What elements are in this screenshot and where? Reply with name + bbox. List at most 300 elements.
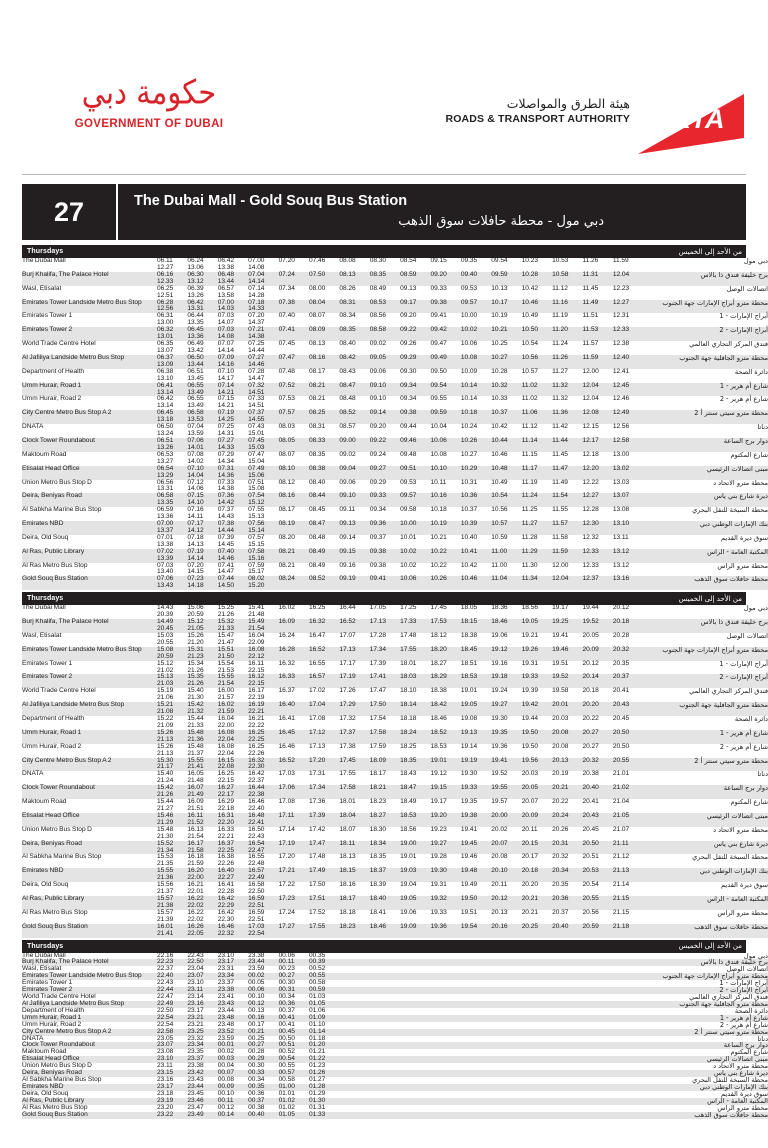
departure-time: 16.08 xyxy=(217,728,235,736)
departure-time: 09.46 xyxy=(400,436,417,444)
departure-time: 22.12 xyxy=(248,652,265,660)
table-row xyxy=(22,688,768,702)
departure-time: 08.17 xyxy=(278,506,295,514)
departure-time: 00.55 xyxy=(278,1062,295,1070)
departure-time: 18.35 xyxy=(400,756,417,764)
departure-time: 12.31 xyxy=(612,312,630,320)
departure-time: 18.24 xyxy=(400,728,417,736)
departure-time: 08.34 xyxy=(339,312,356,320)
departure-time: 09.13 xyxy=(339,520,356,528)
departure-time: 07.01 xyxy=(157,533,174,541)
departure-time: 07.33 xyxy=(217,478,235,486)
departure-time: 16.45 xyxy=(278,728,295,736)
departure-time: 21.37 xyxy=(187,749,204,757)
departure-time: 00.04 xyxy=(217,1062,235,1070)
departure-time: 07.36 xyxy=(217,492,235,500)
table-row xyxy=(22,674,768,688)
departure-time: 16.44 xyxy=(339,604,356,612)
departure-time: 07.57 xyxy=(278,409,295,417)
departure-time: 20.07 xyxy=(491,839,508,847)
departure-time: 01.02 xyxy=(278,1103,295,1111)
departure-time: 16.19 xyxy=(248,701,265,709)
departure-time: 07.52 xyxy=(278,381,295,389)
departure-time: 17.33 xyxy=(400,618,417,626)
departure-time: 01.18 xyxy=(308,1034,326,1042)
departure-time: 17.08 xyxy=(278,798,295,806)
departure-time: 15.42 xyxy=(157,784,174,792)
departure-times xyxy=(157,771,646,785)
departure-time: 13.14 xyxy=(157,388,174,396)
departure-time: 10.00 xyxy=(460,312,478,320)
table-row xyxy=(22,258,768,272)
departure-time: 23.21 xyxy=(187,1020,204,1028)
departure-time: 20.22 xyxy=(552,798,569,806)
departure-time: 06.30 xyxy=(187,270,204,278)
departure-times xyxy=(157,424,646,438)
departure-time: 11.31 xyxy=(582,270,599,278)
departure-time: 08.21 xyxy=(278,547,295,555)
departure-time: 22.08 xyxy=(217,763,235,771)
stop-name-english: Emirates Tower 1 xyxy=(22,313,157,327)
departure-time: 08.35 xyxy=(339,326,356,334)
departure-time: 23.17 xyxy=(157,1083,174,1091)
departure-time: 18.34 xyxy=(369,839,386,847)
table-row xyxy=(22,633,768,647)
stop-name-arabic: سوق ديرة القديم xyxy=(646,1091,768,1098)
departure-time: 16.41 xyxy=(278,715,295,722)
departure-time: 21.57 xyxy=(217,694,235,702)
table-row xyxy=(22,771,768,785)
departure-time: 21.05 xyxy=(612,811,630,819)
departure-time: 20.03 xyxy=(521,770,538,778)
departure-time: 07.45 xyxy=(278,340,295,348)
departure-time: 08.00 xyxy=(308,284,326,292)
departure-time: 17.03 xyxy=(248,922,265,930)
departure-time: 23.44 xyxy=(248,958,265,966)
departure-time: 13.43 xyxy=(157,582,174,590)
stop-name-arabic: دائرة الصحة xyxy=(646,369,768,383)
departure-time: 18.12 xyxy=(430,631,447,639)
departure-time: 23.20 xyxy=(157,1103,174,1111)
departure-time: 22.17 xyxy=(217,791,235,799)
departure-time: 21.37 xyxy=(157,888,174,896)
departure-time: 13.07 xyxy=(612,492,630,500)
departure-time: 20.09 xyxy=(521,811,538,819)
departure-time: 22.37 xyxy=(248,777,265,785)
stop-name-arabic: شارع أم هرير - 2 xyxy=(646,1022,768,1029)
departure-time: 19.33 xyxy=(430,908,447,916)
departure-time: 15.54 xyxy=(217,659,235,667)
departure-time: 18.38 xyxy=(430,687,447,695)
departure-time: 12.27 xyxy=(157,263,174,271)
departure-time: 23.08 xyxy=(157,1048,174,1056)
stop-name-arabic: محطة مترو الراس xyxy=(646,563,768,577)
departure-time: 20.27 xyxy=(582,742,599,750)
departure-time: 14.38 xyxy=(217,485,235,493)
stop-name-arabic: المكتبة العامة - الراس xyxy=(646,1098,768,1105)
departure-time: 13.38 xyxy=(217,263,235,271)
departure-time: 16.29 xyxy=(217,798,235,806)
departure-time: 23.11 xyxy=(157,1062,173,1070)
departure-time: 16.22 xyxy=(187,908,204,916)
departure-time: 18.36 xyxy=(491,604,508,612)
stop-name-english: City Centre Metro Bus Stop A 2 xyxy=(22,1029,157,1036)
departure-time: 22.20 xyxy=(217,818,235,826)
departure-time: 17.48 xyxy=(308,853,326,861)
departure-time: 16.11 xyxy=(248,659,264,667)
departure-time: 14.25 xyxy=(217,416,235,424)
departure-time: 22.18 xyxy=(217,804,235,812)
departure-time: 23.34 xyxy=(217,972,235,980)
departure-time: 12.04 xyxy=(582,395,599,403)
departure-time: 18.21 xyxy=(369,784,386,792)
departure-time: 23.41 xyxy=(217,993,235,1001)
departure-time: 06.51 xyxy=(187,367,204,375)
departure-time: 15.57 xyxy=(157,894,174,902)
departure-time: 23.14 xyxy=(187,993,204,1001)
departure-time: 08.24 xyxy=(278,575,295,583)
departure-time: 00.33 xyxy=(248,1069,265,1077)
departure-time: 14.46 xyxy=(217,554,235,562)
departure-time: 13.35 xyxy=(157,499,174,507)
departure-time: 22.58 xyxy=(157,1027,174,1035)
departure-time: 16.20 xyxy=(187,867,204,875)
departure-time: 09.38 xyxy=(369,547,386,555)
table-row xyxy=(22,313,768,327)
departure-time: 07.33 xyxy=(248,395,265,403)
departure-time: 08.57 xyxy=(339,423,356,431)
departure-time: 12.46 xyxy=(612,395,630,403)
departure-time: 21.26 xyxy=(187,666,204,674)
departure-time: 12.04 xyxy=(612,270,630,278)
stop-name-arabic: شارع المكتوم xyxy=(646,1049,768,1056)
stop-name-english: City Centre Metro Bus Stop A 2 xyxy=(22,410,157,424)
table-row xyxy=(22,383,768,397)
departure-time: 20.37 xyxy=(552,908,569,916)
departure-time: 15.08 xyxy=(248,485,265,493)
departure-time: 21.29 xyxy=(157,818,174,826)
departure-time: 11.55 xyxy=(552,506,568,514)
departure-time: 13.10 xyxy=(612,520,630,528)
departure-time: 14.33 xyxy=(217,443,235,451)
departure-time: 21.01 xyxy=(612,770,630,778)
departure-time: 23.17 xyxy=(187,1006,204,1014)
departure-time: 16.18 xyxy=(187,853,204,861)
stop-name-english: Emirates NBD xyxy=(22,1084,157,1091)
departure-time: 17.19 xyxy=(339,673,356,681)
departure-time: 23.32 xyxy=(187,1034,204,1042)
departure-time: 07.45 xyxy=(248,436,265,444)
departure-time: 21.34 xyxy=(157,846,174,854)
departure-time: 18.38 xyxy=(460,631,478,639)
departure-time: 15.03 xyxy=(157,631,174,639)
stop-name-arabic: أبراج الإمارات - 1 xyxy=(646,980,768,987)
departure-time: 20.19 xyxy=(552,770,569,778)
departure-time: 19.55 xyxy=(491,784,508,792)
departure-time: 21.53 xyxy=(217,666,235,674)
departure-time: 21.36 xyxy=(157,874,174,882)
departure-time: 08.13 xyxy=(308,340,326,348)
departure-time: 20.21 xyxy=(521,894,538,902)
departure-time: 22.49 xyxy=(157,999,174,1007)
departure-time: 16.46 xyxy=(217,922,235,930)
departure-time: 12.37 xyxy=(582,575,599,583)
departure-time: 19.21 xyxy=(521,631,538,639)
departure-time: 19.46 xyxy=(460,853,478,861)
departure-time: 11.59 xyxy=(552,547,568,555)
departure-time: 09.53 xyxy=(400,478,417,486)
departure-time: 14.51 xyxy=(248,388,265,396)
departure-time: 11.17 xyxy=(521,464,538,472)
departure-time: 00.34 xyxy=(278,993,295,1001)
departure-time: 12.22 xyxy=(582,478,599,486)
departure-time: 15.53 xyxy=(157,853,174,861)
departure-times xyxy=(157,605,646,619)
stop-name-english: Wasl, Etisalat xyxy=(22,966,157,973)
stop-name-english: Deira, Old Souq xyxy=(22,882,157,896)
departure-time: 16.26 xyxy=(187,922,204,930)
departure-time: 07.55 xyxy=(248,506,265,514)
departure-time: 06.42 xyxy=(217,257,235,264)
departure-time: 07.03 xyxy=(217,326,235,334)
departure-time: 00.58 xyxy=(278,1076,295,1084)
departure-time: 20.12 xyxy=(612,604,630,612)
departure-time: 21.30 xyxy=(157,832,174,840)
departure-time: 18.47 xyxy=(400,784,417,792)
stop-name-english: Emirates Tower Landside Metro Bus Stop xyxy=(22,300,157,314)
table-row xyxy=(22,424,768,438)
table-row xyxy=(22,1001,768,1008)
departure-time: 22.15 xyxy=(248,666,265,674)
departure-time: 00.29 xyxy=(248,1055,265,1063)
departure-time: 18.43 xyxy=(400,770,417,778)
departure-time: 13.45 xyxy=(187,374,204,382)
day-band-label-arabic: من الأحد إلى الخميس xyxy=(678,247,742,256)
departure-time: 09.02 xyxy=(369,340,386,348)
departure-time: 23.05 xyxy=(157,1034,174,1042)
departure-time: 22.29 xyxy=(217,901,235,909)
departure-time: 15.12 xyxy=(248,499,265,507)
departure-time: 19.48 xyxy=(460,867,478,875)
departure-time: 17.59 xyxy=(369,742,386,750)
departure-time: 19.30 xyxy=(460,770,478,778)
departure-time: 11.32 xyxy=(552,395,568,403)
departure-time: 10.39 xyxy=(460,520,478,528)
departure-time: 23.31 xyxy=(217,965,235,973)
departure-time: 16.52 xyxy=(339,618,356,626)
departure-time: 09.38 xyxy=(430,298,447,306)
departure-time: 06.44 xyxy=(187,312,204,320)
departure-time: 06.55 xyxy=(187,381,204,389)
departure-time: 07.50 xyxy=(308,270,326,278)
departure-time: 14.42 xyxy=(217,499,235,507)
departure-time: 18.39 xyxy=(369,881,386,889)
stop-name-arabic: محطة مترو أبراج الإمارات جهة الجنوب xyxy=(646,647,768,661)
departure-time: 10.13 xyxy=(491,284,508,292)
departure-time: 15.26 xyxy=(157,742,174,750)
departure-time: 08.48 xyxy=(308,533,326,541)
departure-time: 07.44 xyxy=(217,575,235,583)
departure-time: 17.52 xyxy=(308,908,326,916)
departure-time: 17.08 xyxy=(308,715,326,722)
departure-time: 21.06 xyxy=(157,694,174,702)
departure-time: 07.56 xyxy=(248,520,265,528)
departure-time: 16.42 xyxy=(217,908,235,916)
departure-time: 01.05 xyxy=(308,999,326,1007)
table-row xyxy=(22,300,768,314)
stop-name-arabic: بنك الإمارات الوطني دبي xyxy=(646,521,768,535)
departure-time: 20.41 xyxy=(612,687,630,695)
departure-time: 07.00 xyxy=(157,520,174,528)
branding-header xyxy=(22,72,746,160)
departure-time: 23.48 xyxy=(217,1020,235,1028)
departure-time: 08.49 xyxy=(308,547,326,555)
departure-times xyxy=(157,466,646,480)
departure-time: 18.56 xyxy=(400,825,417,833)
departure-time: 18.46 xyxy=(491,618,508,626)
departure-time: 15.21 xyxy=(157,701,174,709)
stop-name-english: Maktoum Road xyxy=(22,799,157,813)
departure-time: 07.03 xyxy=(217,312,235,320)
rta-logo-text: RTA xyxy=(671,104,725,134)
departure-time: 07.27 xyxy=(248,353,265,361)
table-row xyxy=(22,730,768,744)
stop-name-arabic: دبي مول xyxy=(646,605,768,619)
departure-time: 14.03 xyxy=(217,305,235,313)
departure-time: 18.51 xyxy=(460,659,478,667)
departure-time: 12.51 xyxy=(157,291,174,299)
departure-time: 17.26 xyxy=(339,687,356,695)
departure-time: 07.51 xyxy=(248,478,265,486)
departure-time: 18.18 xyxy=(400,715,417,722)
table-row xyxy=(22,1049,768,1056)
departure-time: 01.10 xyxy=(308,1020,326,1028)
departure-time: 21.38 xyxy=(157,901,174,909)
departure-time: 23.59 xyxy=(248,965,265,973)
stop-name-arabic: محطة مترو الجافلية جهة الجنوب xyxy=(646,702,768,716)
departure-time: 14.46 xyxy=(248,360,265,368)
departure-time: 18.52 xyxy=(430,728,447,736)
departure-time: 00.14 xyxy=(217,1110,235,1118)
departure-time: 09.36 xyxy=(369,520,386,528)
stop-name-english: Burj Khalifa, The Palace Hotel xyxy=(22,619,157,633)
departure-time: 01.28 xyxy=(308,1083,326,1091)
departure-time: 16.37 xyxy=(217,839,235,847)
departure-times xyxy=(157,507,646,521)
departure-time: 07.14 xyxy=(248,284,265,292)
departure-time: 19.41 xyxy=(491,756,508,764)
departure-time: 16.25 xyxy=(248,742,265,750)
departure-time: 07.09 xyxy=(217,353,235,361)
departure-time: 18.49 xyxy=(400,798,417,806)
departure-time: 20.50 xyxy=(582,839,599,847)
departure-time: 16.57 xyxy=(248,867,265,875)
departure-time: 17.47 xyxy=(308,839,326,847)
departure-time: 08.49 xyxy=(369,284,386,292)
departure-time: 12.49 xyxy=(612,409,630,417)
departure-time: 22.09 xyxy=(248,638,265,646)
departure-time: 11.15 xyxy=(521,450,538,458)
departure-time: 14.45 xyxy=(217,540,235,548)
departure-time: 19.50 xyxy=(521,742,538,750)
stop-name-arabic: اتصالات الوصل xyxy=(646,633,768,647)
stop-name-arabic: أبراج الإمارات - 2 xyxy=(646,987,768,994)
departure-time: 15.49 xyxy=(248,618,265,626)
departure-time: 18.14 xyxy=(400,701,417,709)
stop-name-english: Emirates Tower 1 xyxy=(22,980,157,987)
departure-time: 08.16 xyxy=(308,353,326,361)
departure-time: 20.31 xyxy=(552,839,569,847)
table-row xyxy=(22,327,768,341)
departure-times xyxy=(157,286,646,300)
departure-time: 22.54 xyxy=(157,1013,174,1021)
departure-time: 06.58 xyxy=(187,409,204,417)
departure-time: 19.52 xyxy=(552,673,569,681)
departure-time: 23.07 xyxy=(187,972,204,980)
departure-time: 22.16 xyxy=(157,951,174,959)
departure-time: 06.42 xyxy=(187,298,204,306)
departure-time: 12.41 xyxy=(612,367,630,375)
departure-time: 22.27 xyxy=(217,874,235,882)
departure-time: 12.28 xyxy=(582,506,599,514)
stop-name-arabic: محطة السبخة للنقل البحري xyxy=(646,1077,768,1084)
departure-time: 23.52 xyxy=(217,1027,235,1035)
departure-time: 20.24 xyxy=(552,811,569,819)
departure-time: 16.32 xyxy=(248,756,265,764)
departure-time: 18.46 xyxy=(369,922,386,930)
departure-time: 23.16 xyxy=(157,1076,174,1084)
departure-time: 15.40 xyxy=(157,770,174,778)
departure-time: 15.12 xyxy=(187,618,204,626)
departure-times xyxy=(157,688,646,702)
departure-time: 22.26 xyxy=(248,749,265,757)
departure-time: 06.39 xyxy=(187,284,204,292)
departure-time: 19.08 xyxy=(460,715,478,722)
departure-time: 23.10 xyxy=(157,1055,174,1063)
departure-time: 19.09 xyxy=(400,922,417,930)
departure-time: 13.12 xyxy=(612,561,630,569)
departure-time: 00.37 xyxy=(278,1006,295,1014)
departure-time: 08.49 xyxy=(308,561,326,569)
departure-time: 13.29 xyxy=(157,471,174,479)
departure-time: 17.23 xyxy=(278,894,295,902)
departure-time: 22.23 xyxy=(157,958,174,966)
departure-times xyxy=(157,452,646,466)
departure-times xyxy=(157,785,646,799)
departure-time: 15.56 xyxy=(157,881,174,889)
departure-time: 14.08 xyxy=(217,333,235,341)
stop-name-english: Gold Souq Bus Station xyxy=(22,576,157,590)
departure-time: 16.50 xyxy=(248,825,265,833)
departure-time: 11.12 xyxy=(521,423,538,431)
departure-time: 19.19 xyxy=(460,756,478,764)
departure-time: 19.04 xyxy=(400,881,417,889)
departure-time: 12.33 xyxy=(612,326,630,334)
departure-time: 19.05 xyxy=(400,894,417,902)
table-row xyxy=(22,994,768,1001)
departure-time: 17.34 xyxy=(369,645,386,653)
departure-time: 13.10 xyxy=(157,374,174,382)
departure-time: 00.30 xyxy=(248,1062,265,1070)
departure-times xyxy=(157,355,646,369)
departure-time: 20.16 xyxy=(491,922,508,930)
departure-time: 19.12 xyxy=(430,770,447,778)
departure-time: 00.31 xyxy=(278,986,295,994)
departure-time: 18.37 xyxy=(369,867,386,875)
departure-time: 07.27 xyxy=(217,436,235,444)
departure-time: 00.25 xyxy=(248,1034,265,1042)
departure-time: 16.08 xyxy=(248,645,265,653)
